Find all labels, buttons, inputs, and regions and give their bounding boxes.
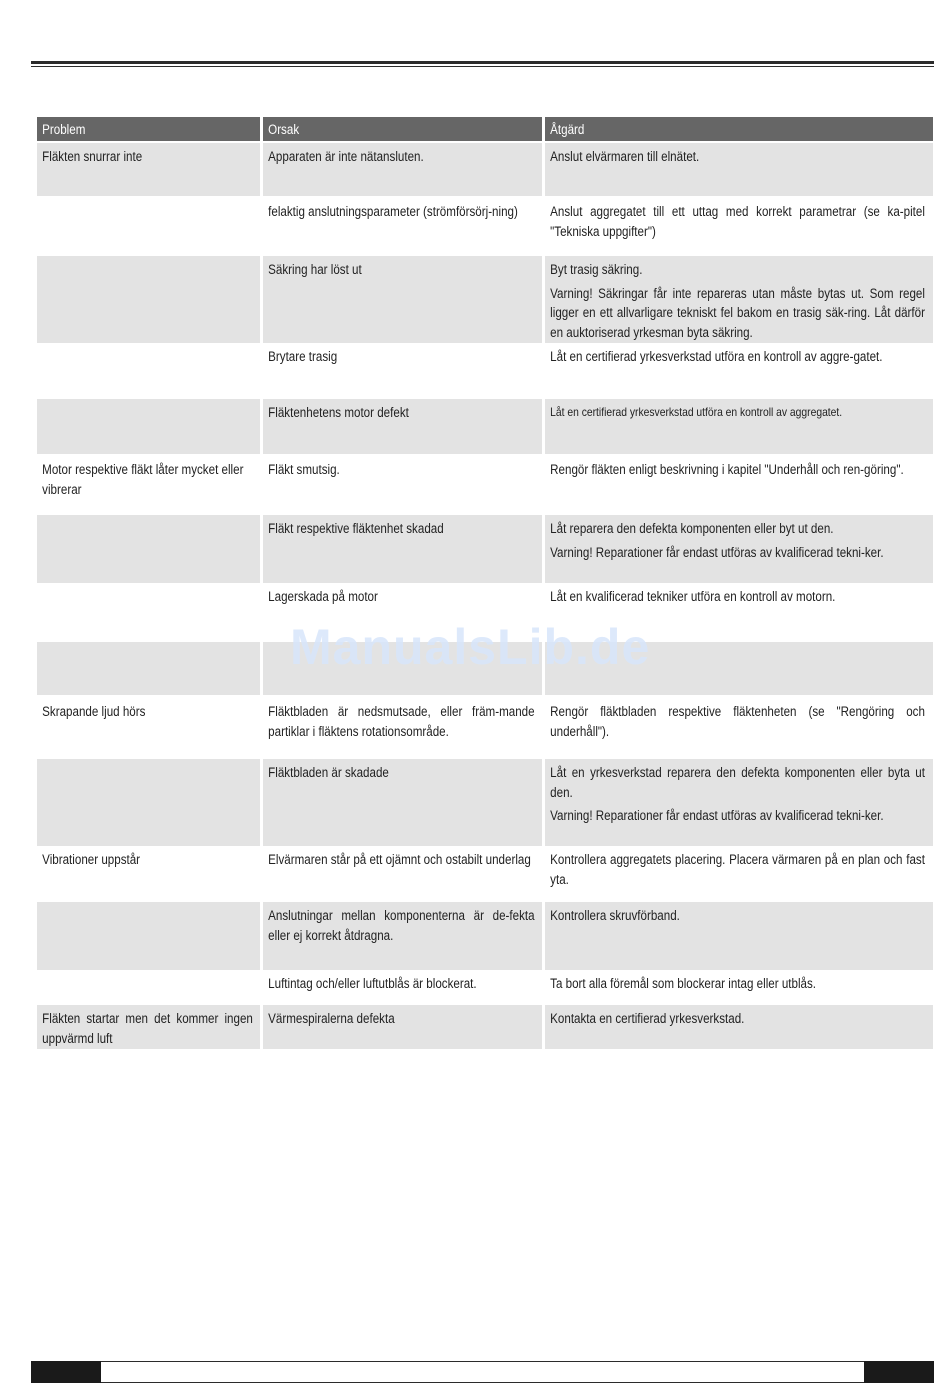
troubleshooting-table — [37, 117, 933, 1049]
table-row — [37, 143, 933, 196]
table-row — [37, 698, 933, 756]
cause-text: Fläktenhetens motor defekt — [268, 405, 410, 420]
table-row — [37, 399, 933, 454]
header-problem: Problem — [42, 122, 86, 137]
table-row — [37, 1005, 933, 1049]
top-rule — [31, 61, 934, 64]
table-row — [37, 456, 933, 513]
action-text: Kontrollera aggregatets placering. Placera värmaren på en plan och fast yta. — [550, 852, 926, 887]
problem-text: Fläkten snurrar inte — [42, 149, 143, 164]
action-text: Låt en certifierad yrkesverkstad utföra en kontroll av aggre-gatet. — [550, 349, 883, 364]
warning-text: Varning! Reparationer får endast utföras av kvalificerad tekni-ker. — [550, 544, 884, 560]
action-text: Låt en certifierad yrkesverkstad utföra en kontroll av aggregatet. — [550, 405, 843, 419]
cause-text: Brytare trasig — [268, 349, 338, 364]
header-action: Åtgärd — [550, 122, 585, 137]
action-text: Låt en yrkesverkstad reparera den defekta komponenten eller byta ut den. — [550, 765, 926, 800]
cause-text: Fläktbladen är nedsmutsade, eller främ-mande partiklar i fläktens rotationsområde. — [268, 704, 535, 739]
top-rule-thin — [31, 66, 934, 67]
warning-text: Varning! Reparationer får endast utföras av kvalificerad tekni-ker. — [550, 808, 884, 823]
header-cause: Orsak — [268, 122, 300, 137]
table-row — [37, 515, 933, 583]
table-row — [37, 846, 933, 902]
action-text: Låt en kvalificerad tekniker utföra en kontroll av motorn. — [550, 589, 836, 604]
footer-left-block — [31, 1361, 101, 1383]
footer-bar — [31, 1361, 934, 1383]
action-text: Ta bort alla föremål som blockerar intag eller utblås. — [550, 976, 817, 991]
action-text: Anslut elvärmaren till elnätet. — [550, 149, 700, 164]
cause-text: Elvärmaren står på ett ojämnt och ostabilt underlag — [268, 852, 532, 867]
problem-text: Motor respektive fläkt låter mycket eller vibrerar — [42, 462, 244, 497]
cause-text: Apparaten är inte nätansluten. — [268, 149, 424, 164]
watermark-logo: ManualsLib.de — [290, 619, 651, 675]
action-text: Byt trasig säkring. — [550, 262, 643, 277]
table-row — [37, 970, 933, 1005]
cause-text: Fläkt smutsig. — [268, 462, 341, 477]
problem-text: Vibrationer uppstår — [42, 852, 141, 867]
cause-text: Lagerskada på motor — [268, 589, 379, 604]
problem-text: Skrapande ljud hörs — [42, 704, 146, 719]
action-text: Rengör fläkten enligt beskrivning i kapitel "Underhåll och ren-göring". — [550, 462, 904, 477]
table-header — [37, 117, 933, 141]
action-text: Anslut aggregatet till ett uttag med korrekt parametrar (se ka-pitel "Tekniska uppgifter") — [550, 204, 926, 239]
cause-text: Fläktbladen är skadade — [268, 765, 390, 780]
action-text: Låt reparera den defekta komponenten eller byt ut den. — [550, 521, 834, 536]
problem-text: Fläkten startar men det kommer ingen uppvärmd luft — [42, 1011, 253, 1046]
table-row — [37, 583, 933, 640]
cause-text: Säkring har löst ut — [268, 262, 362, 277]
cause-text: felaktig anslutningsparameter (strömförsörj-ning) — [268, 204, 519, 219]
table-row — [37, 198, 933, 254]
cause-text: Luftintag och/eller luftutblås är blockerat. — [268, 976, 477, 991]
table-row — [37, 256, 933, 343]
table-row — [37, 902, 933, 970]
table-row — [37, 759, 933, 846]
action-text: Kontrollera skruvförband. — [550, 908, 681, 923]
cause-text: Anslutningar mellan komponenterna är de-fekta eller ej korrekt åtdragna. — [268, 908, 535, 943]
footer-right-block — [864, 1361, 934, 1383]
warning-text: Varning! Säkringar får inte repareras utan måste bytas ut. Som regel ligger en ett allvarligare tekniskt fel bakom en trasig säk-ring. Låt därför en auktoriserad yrkesman byta säkring. — [550, 285, 926, 340]
table-row — [37, 343, 933, 399]
action-text: Kontakta en certifierad yrkesverkstad. — [550, 1011, 745, 1026]
cause-text: Värmespiralerna defekta — [268, 1011, 395, 1026]
action-text: Rengör fläktbladen respektive fläktenheten (se "Rengöring och underhåll"). — [550, 704, 926, 739]
table-row-empty — [37, 642, 933, 695]
cause-text: Fläkt respektive fläktenhet skadad — [268, 521, 444, 536]
